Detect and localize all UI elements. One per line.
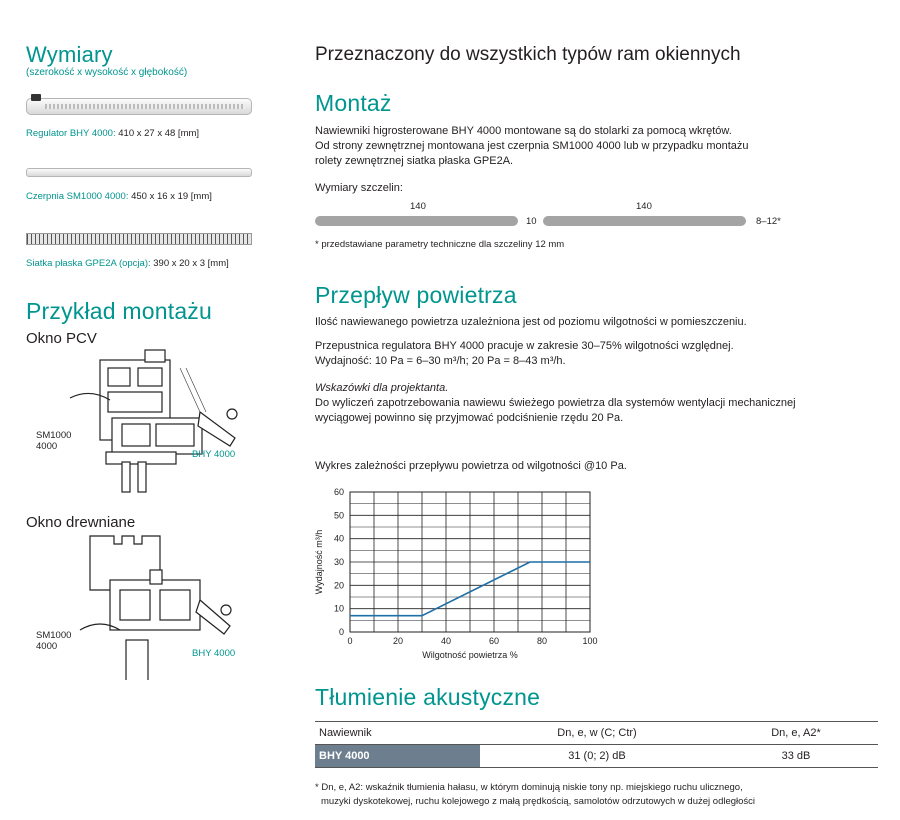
table-cell: BHY 4000: [315, 745, 480, 768]
x-tick-label: 60: [488, 636, 500, 646]
pvc-title: Okno PCV: [26, 330, 97, 347]
montaz-footnote: * przedstawiane parametry techniczne dla szczeliny 12 mm: [315, 239, 565, 250]
y-tick-label: 50: [333, 510, 344, 521]
flow-p1: Ilość nawiewanego powietrza uzależniona jest od poziomu wilgotności w pomieszczeniu.: [315, 316, 747, 328]
x-tick-label: 0: [347, 636, 353, 646]
slot-height: 8–12*: [756, 216, 781, 227]
slot-bar-2: [543, 216, 746, 226]
slots-label: Wymiary szczelin:: [315, 182, 403, 194]
flow-p2: Przepustnica regulatora BHY 4000 pracuje w zakresie 30–75% wilgotności względnej. Wydajność: 10 Pa = 6–30 m³/h; 20 Pa = 8–43 m³/h.: [315, 340, 734, 367]
product-label-czerpnia: Czerpnia SM1000 4000: 450 x 16 x 19 [mm]: [26, 191, 212, 202]
table-header-cell: Nawiewnik: [319, 727, 372, 739]
wood-bhy-label: BHY 4000: [192, 648, 236, 659]
regulator-tab: [31, 94, 41, 101]
flow-chart: [310, 480, 610, 670]
dimensions-subtitle: (szerokość x wysokość x głębokość): [26, 67, 188, 78]
y-tick-label: 60: [333, 487, 344, 497]
table-row: [315, 745, 878, 768]
x-tick-label: 80: [536, 636, 548, 646]
x-tick-label: 40: [440, 636, 452, 646]
montaz-text: Nawiewniki higrosterowane BHY 4000 montowane są do stolarki za pomocą wkrętów. Od strony zewnętrznej montowana jest czerpnia SM1000 4000 lub w przypadku montażu rolety zewnętrznej siatka płaska GPE2A.: [315, 125, 749, 167]
flow-hint: Wskazówki dla projektanta. Do wyliczeń zapotrzebowania nawiewu świeżego powietrza dla systemów wentylacji mechanicznej wyciągowej powinno się przyjmować podciśnienie rzędu 20 Pa.: [315, 382, 796, 424]
slot1-length: 140: [410, 201, 426, 212]
table-cell: 33 dB: [781, 750, 811, 762]
example-title: Przykład montażu: [26, 298, 212, 324]
x-tick-label: 100: [582, 636, 598, 646]
wood-title: Okno drewniane: [26, 514, 136, 531]
acoustic-title: Tłumienie akustyczne: [315, 684, 541, 710]
regulator-image: [26, 98, 252, 115]
y-tick-label: 0: [338, 627, 344, 637]
slot-gap: 10: [526, 216, 537, 227]
pvc-bhy-label: BHY 4000: [192, 449, 236, 460]
y-axis-label: Wydajność m³/h: [314, 529, 324, 595]
x-axis-label: Wilgotność powietrza %: [422, 650, 518, 660]
flow-title: Przepływ powietrza: [315, 282, 517, 308]
table-header-cell: Dn, e, A2*: [771, 727, 821, 739]
table-header-cell: Dn, e, w (C; Ctr): [557, 727, 637, 739]
product-label-regulator: Regulator BHY 4000: 410 x 27 x 48 [mm]: [26, 128, 200, 139]
x-tick-label: 20: [392, 636, 404, 646]
czerpnia-image: [26, 168, 252, 177]
regulator-grille: [45, 104, 245, 109]
y-tick-label: 20: [333, 580, 344, 591]
acoustic-note: * Dn, e, A2: wskaźnik tłumienia hałasu, w którym dominują niskie tony np. miejskiego ruchu ulicznego, muzyki dyskotekowej, ruchu kolejowego z małą prędkością, samolotów odrzutowych w dużej odległości: [315, 782, 756, 807]
chart-caption: Wykres zależności przepływu powietrza od wilgotności @10 Pa.: [315, 460, 627, 472]
pvc-sm-label: SM1000 4000: [36, 430, 72, 452]
table-header-row: [315, 722, 878, 745]
dimensions-title: Wymiary: [26, 42, 113, 67]
wood-sm-label: SM1000 4000: [36, 630, 72, 652]
y-tick-label: 10: [333, 603, 344, 614]
slot2-length: 140: [636, 201, 652, 212]
y-tick-label: 40: [333, 533, 344, 544]
montaz-title: Montaż: [315, 90, 392, 116]
siatka-image: [26, 233, 252, 245]
headline: Przeznaczony do wszystkich typów ram okiennych: [315, 44, 741, 65]
pvc-window-drawing: [50, 348, 250, 498]
acoustic-table: [315, 721, 878, 768]
y-tick-label: 30: [333, 557, 344, 567]
slot-bar-1: [315, 216, 518, 226]
product-label-siatka: Siatka płaska GPE2A (opcja): 390 x 20 x 3 [mm]: [26, 258, 229, 269]
table-cell: 31 (0; 2) dB: [568, 750, 626, 762]
